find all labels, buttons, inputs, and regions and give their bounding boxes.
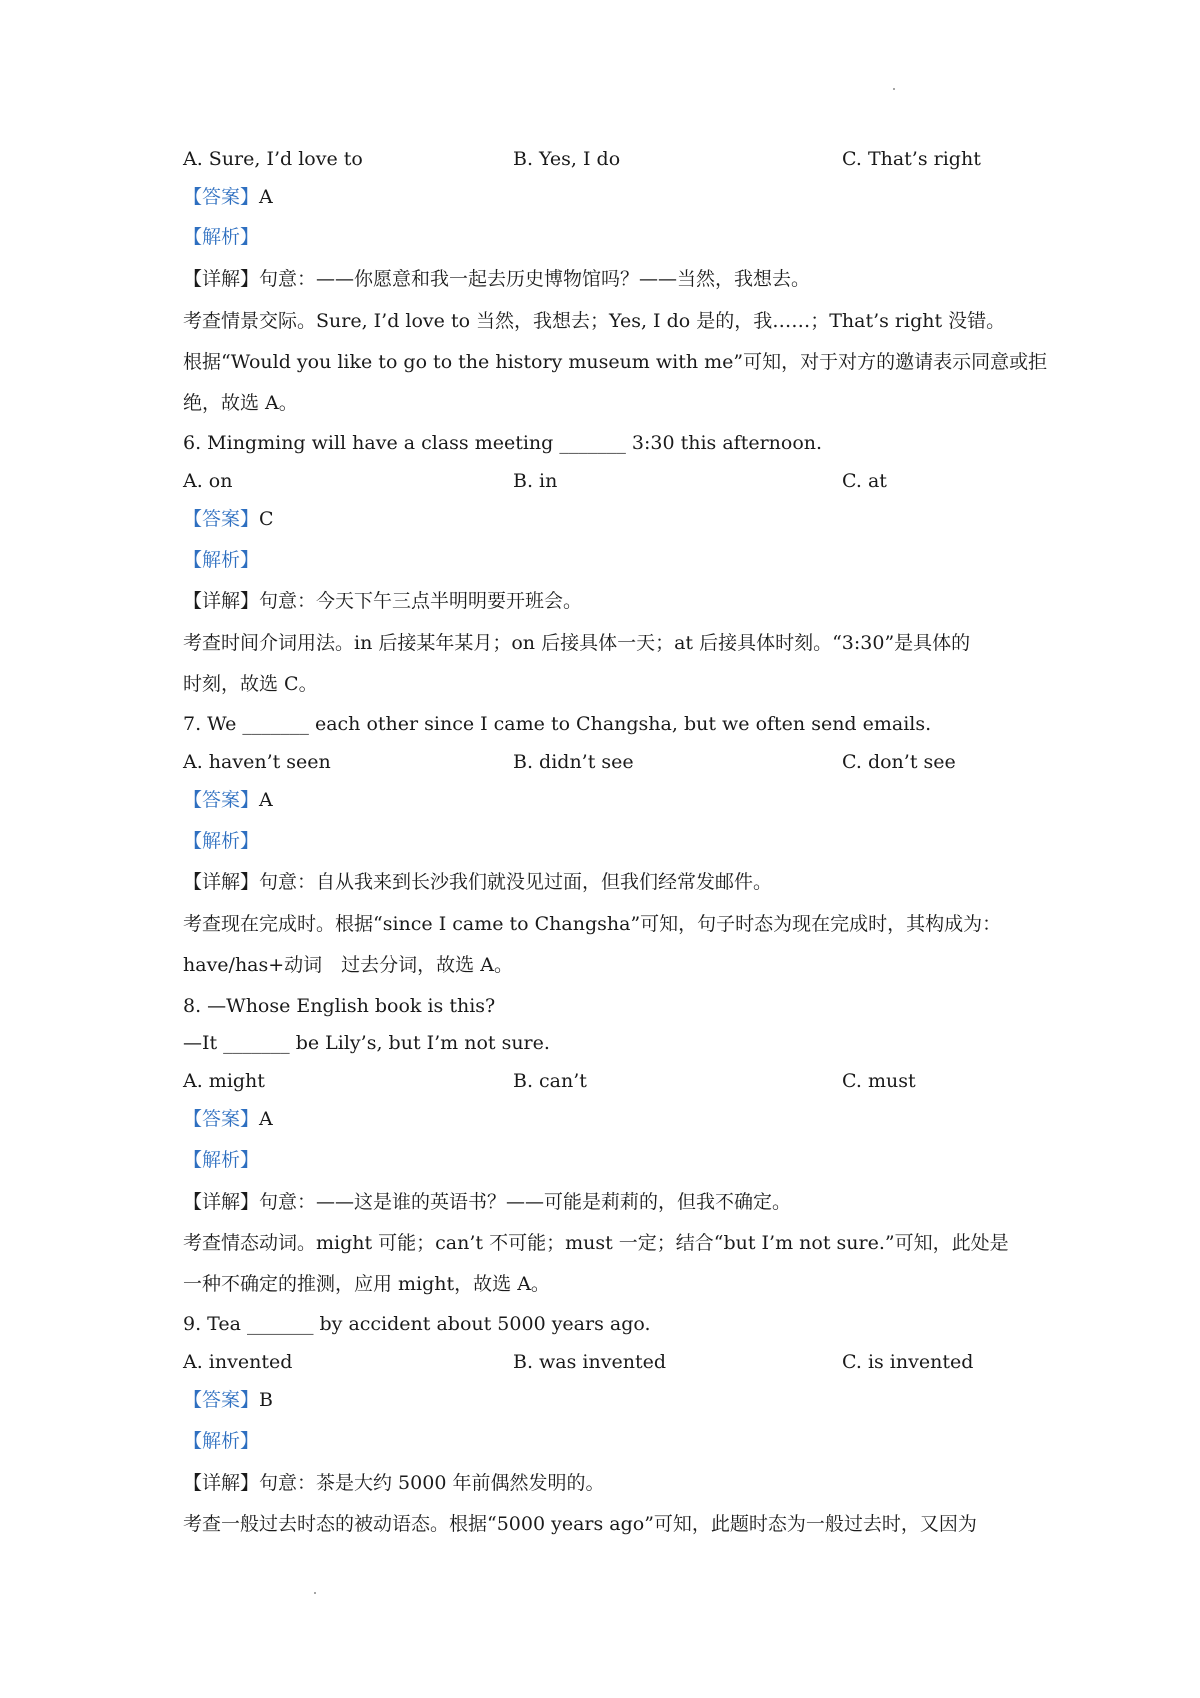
- q5-detail-line: [183, 266, 1033, 292]
- q8-analysis-label: 【解析】: [183, 1149, 260, 1171]
- q9-option-a: A. invented: [183, 1351, 293, 1373]
- q8-answer: A: [259, 1108, 273, 1130]
- q9-answer: B: [259, 1389, 273, 1411]
- detail-label: 【详解】: [183, 871, 260, 893]
- detail-label: 【详解】: [183, 1472, 260, 1494]
- answer-label: 【答案】: [183, 789, 260, 811]
- q7-detail-line: [183, 869, 1033, 895]
- q7-option-b: B. didn’t see: [513, 751, 634, 773]
- q8-detail-line: [183, 1189, 1033, 1215]
- detail-label: 【详解】: [183, 268, 260, 290]
- q8-explanation-2: 一种不确定的推测，应用 might，故选 A。: [183, 1273, 550, 1295]
- q5-explanation-1: 考查情景交际。Sure, I’d love to 当然，我想去；Yes, I do 是的，我……；That’s right 没错。: [183, 310, 1006, 332]
- q9-explanation-1: 考查一般过去时态的被动语态。根据“5000 years ago”可知，此题时态为一般过去时，又因为: [183, 1513, 977, 1535]
- q9-question: 9. Tea _______ by accident about 5000 years ago.: [183, 1313, 651, 1335]
- q7-analysis-label: 【解析】: [183, 830, 260, 852]
- q8-detail: 句意：——这是谁的英语书？——可能是莉莉的，但我不确定。: [259, 1191, 792, 1213]
- q7-option-a: A. haven’t seen: [183, 751, 331, 773]
- q8-explanation-1: 考查情态动词。might 可能；can’t 不可能；must 一定；结合“but I’m not sure.”可知，此处是: [183, 1232, 1009, 1254]
- q8-option-b: B. can’t: [513, 1070, 587, 1092]
- answer-label: 【答案】: [183, 1389, 260, 1411]
- q6-explanation-1: 考查时间介词用法。in 后接某年某月；on 后接具体一天；at 后接具体时刻。“3:30”是具体的: [183, 632, 971, 654]
- q8-answer-line: [183, 1106, 1033, 1132]
- q8-question-2: —It _______ be Lily’s, but I’m not sure.: [183, 1032, 550, 1054]
- q6-detail: 句意：今天下午三点半明明要开班会。: [259, 590, 583, 612]
- q7-answer-line: [183, 787, 1033, 813]
- q7-answer: A: [259, 789, 273, 811]
- q6-option-b: B. in: [513, 470, 558, 492]
- q5-explanation-3: 绝，故选 A。: [183, 392, 298, 414]
- q6-detail-line: [183, 588, 1033, 614]
- q6-answer: C: [259, 508, 274, 530]
- q6-option-a: A. on: [183, 470, 233, 492]
- q5-answer: A: [259, 186, 273, 208]
- q5-option-c: C. That’s right: [842, 148, 981, 170]
- q9-analysis-label: 【解析】: [183, 1430, 260, 1452]
- q8-question: 8. —Whose English book is this?: [183, 995, 496, 1017]
- q7-question: 7. We _______ each other since I came to Changsha, but we often send emails.: [183, 713, 932, 735]
- detail-label: 【详解】: [183, 590, 260, 612]
- scan-dot: [893, 88, 895, 90]
- q5-option-a: A. Sure, I’d love to: [183, 148, 363, 170]
- scan-dot: [314, 1592, 316, 1594]
- q6-answer-line: [183, 506, 1033, 532]
- q8-option-a: A. might: [183, 1070, 265, 1092]
- q7-option-c: C. don’t see: [842, 751, 956, 773]
- q5-answer-line: [183, 184, 1033, 210]
- answer-label: 【答案】: [183, 508, 260, 530]
- q9-option-c: C. is invented: [842, 1351, 974, 1373]
- q8-option-c: C. must: [842, 1070, 916, 1092]
- q7-explanation-1: 考查现在完成时。根据“since I came to Changsha”可知，句子时态为现在完成时，其构成为：: [183, 913, 1002, 935]
- detail-label: 【详解】: [183, 1191, 260, 1213]
- q9-detail-line: [183, 1470, 1033, 1496]
- q6-analysis-label: 【解析】: [183, 549, 260, 571]
- q6-option-c: C. at: [842, 470, 887, 492]
- q5-option-b: B. Yes, I do: [513, 148, 621, 170]
- q6-explanation-2: 时刻，故选 C。: [183, 673, 318, 695]
- q9-answer-line: [183, 1387, 1033, 1413]
- q6-question: 6. Mingming will have a class meeting _______ 3:30 this afternoon.: [183, 432, 823, 454]
- q7-detail: 句意：自从我来到长沙我们就没见过面，但我们经常发邮件。: [259, 871, 773, 893]
- answer-label: 【答案】: [183, 1108, 260, 1130]
- q9-option-b: B. was invented: [513, 1351, 666, 1373]
- q9-detail: 句意：茶是大约 5000 年前偶然发明的。: [259, 1472, 605, 1494]
- q7-explanation-2: have/has+动词 过去分词，故选 A。: [183, 954, 513, 976]
- q5-analysis-label: 【解析】: [183, 226, 260, 248]
- q5-detail: 句意：——你愿意和我一起去历史博物馆吗？——当然，我想去。: [259, 268, 811, 290]
- answer-label: 【答案】: [183, 186, 260, 208]
- q5-explanation-2: 根据“Would you like to go to the history museum with me”可知，对于对方的邀请表示同意或拒: [183, 351, 1048, 373]
